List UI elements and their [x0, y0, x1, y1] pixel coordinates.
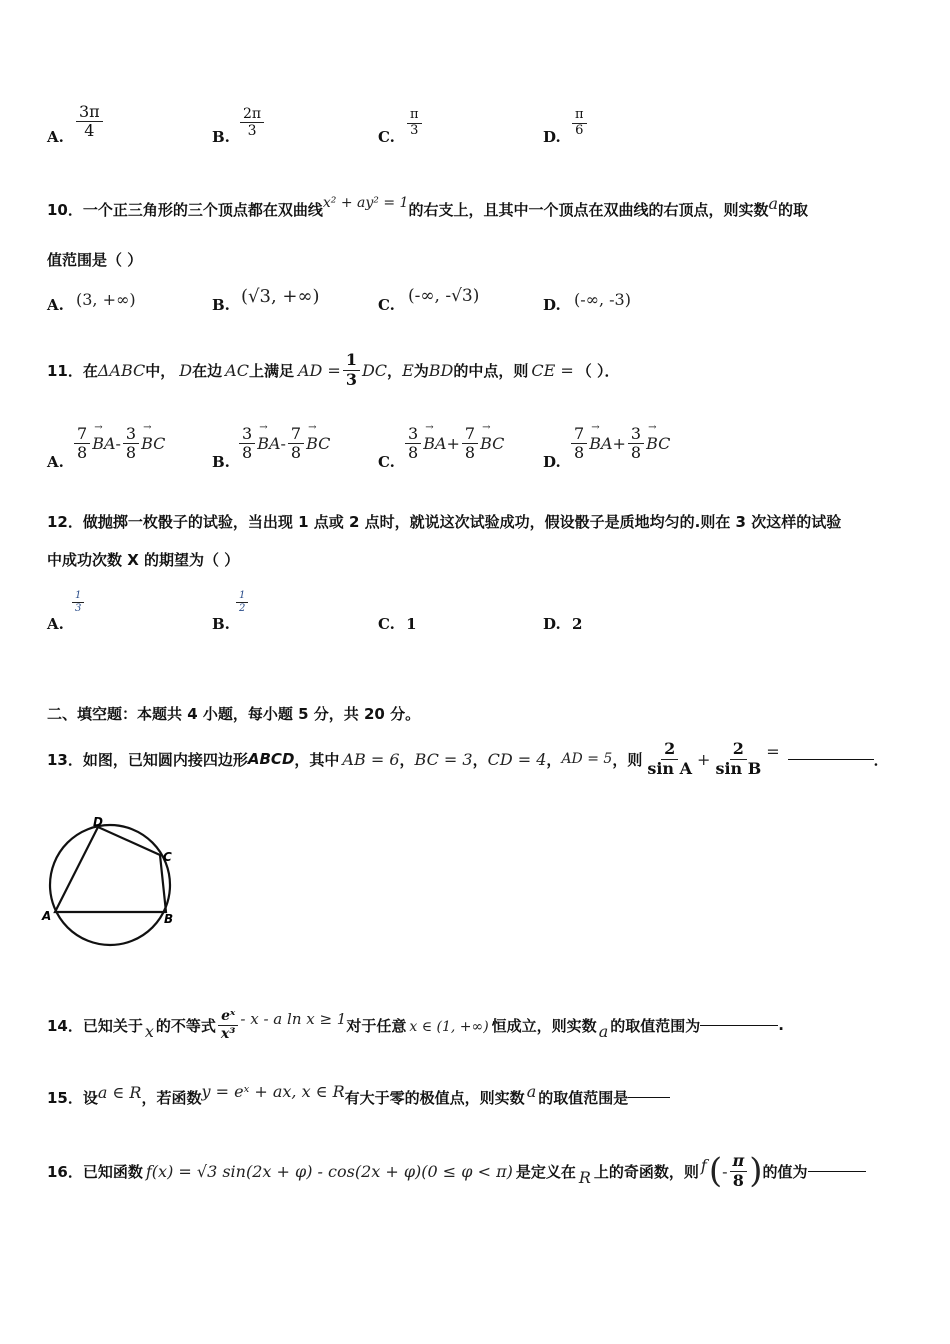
q10-prefix: 10．一个正三角形的三个顶点都在双曲线 [47, 201, 323, 219]
q14-p5: 的取值范围为 [610, 1016, 701, 1035]
q10-option-c-value: (-∞, -√3) [408, 286, 480, 306]
q9-d-num: π [572, 108, 587, 124]
q11-b-frac2 [288, 425, 304, 463]
q13-eq: = [766, 741, 780, 761]
q11-c-v2: → BC [480, 434, 504, 453]
q11-c-n2: 7 [462, 425, 478, 444]
q10-option-c-label: C. [378, 296, 395, 314]
q11-p5: ， [387, 361, 403, 380]
q14-domain: x ∈ (1, +∞) [409, 1019, 489, 1035]
q13-label-c: C [163, 850, 172, 864]
q11-c-n1: 3 [405, 425, 421, 444]
q10-var: a [768, 194, 778, 213]
q13-plus: + [697, 749, 711, 769]
q9-option-d-value [572, 108, 587, 139]
q11-a-frac1 [74, 425, 90, 463]
q10-suffix: 的取 [778, 201, 809, 219]
q13-frac1 [644, 740, 695, 778]
q9-option-c-label: C. [378, 128, 395, 146]
q11-b-d2: 8 [290, 443, 302, 463]
q9-d-den: 6 [575, 122, 584, 138]
q9-option-b-label: B. [212, 128, 230, 146]
q16-p1: 16．已知函数 [47, 1162, 143, 1181]
q11-p8: （ ）． [576, 361, 620, 380]
q10-stem-line2: 值范围是（ ） [47, 251, 143, 269]
q14-x: x [144, 1021, 154, 1041]
q11-eq-num: 1 [343, 351, 360, 370]
q11-b-v2: → BC [306, 434, 330, 453]
q13-p1: 13．如图，已知圆内接四边形 [47, 750, 248, 769]
q11-a-v1: → BA [92, 434, 115, 453]
q13-cd: CD = 4 [487, 749, 547, 769]
q11-c-d2: 8 [464, 443, 476, 463]
q11-b-n2: 7 [288, 425, 304, 444]
q11-eq-frac [343, 351, 360, 389]
q15-cond: a ∈ R [97, 1082, 142, 1102]
q12-stem-line2: 中成功次数 X 的期望为（ ） [47, 551, 240, 569]
q9-option-a-label: A. [47, 128, 64, 146]
q13-p3: ，则 [612, 750, 643, 769]
q11-d-op: + [612, 434, 626, 454]
q11-d-frac2 [628, 425, 644, 463]
q11-c-op: + [446, 434, 460, 454]
q13-label-a: A [42, 909, 52, 923]
q13-f1-num: 2 [661, 740, 678, 759]
q16-stem [47, 1141, 866, 1201]
q9-option-a-value [76, 103, 103, 141]
q11-ce: CE = [531, 360, 574, 380]
q13-f1-den: sin A [647, 758, 693, 778]
q11-c-v1: → BA [423, 434, 446, 453]
q16-answer-blank[interactable] [808, 1171, 866, 1172]
q9-c-den: 3 [410, 122, 419, 138]
q9-option-b-value [240, 106, 264, 139]
q13-f2-num: 2 [730, 740, 747, 759]
q11-a-n1: 7 [74, 425, 90, 444]
q13-ad: AD = 5 [561, 751, 613, 767]
q11-c-frac2 [462, 425, 478, 463]
q14-a: a [598, 1021, 609, 1041]
q11-d-n1: 7 [571, 425, 587, 444]
q16-p2: 是定义在 [515, 1162, 576, 1181]
q13-p2: ，其中 [294, 750, 340, 769]
q13-f2-den: sin B [715, 758, 762, 778]
q11-b-op: - [280, 434, 286, 454]
q11-d-frac1 [571, 425, 587, 463]
q16-r: R [578, 1167, 591, 1187]
q14-ineq: - x - a ln x ≥ 1 [240, 1010, 347, 1028]
q11-b-frac1 [239, 425, 255, 463]
q11-option-a-label: A. [47, 453, 64, 471]
q13-bc: BC = 3 [414, 749, 473, 769]
q11-p6: 为 [413, 361, 429, 380]
q12-option-a-value [72, 590, 84, 614]
q9-c-num: π [407, 108, 422, 124]
q10-option-b-value: (√3, +∞) [241, 286, 320, 307]
q14-f-den: x³ [220, 1025, 236, 1042]
q12-option-d-label: D. [543, 615, 561, 633]
q16-p4: 的值为 [762, 1162, 808, 1181]
q10-equation: x² + ay² = 1 [322, 195, 409, 211]
q11-c-d1: 8 [408, 443, 419, 463]
q13-frac2 [712, 740, 764, 778]
q13-end: ． [873, 750, 889, 769]
q13-figure [40, 812, 190, 952]
q9-b-num: 2π [240, 106, 264, 123]
q11-option-c-value [403, 425, 504, 463]
q11-d-d1: 8 [574, 443, 585, 463]
q11-c-frac1 [405, 425, 421, 463]
q15-p1: 15．设 [47, 1088, 98, 1107]
q11-triangle: ΔABC [97, 360, 146, 380]
q12-option-c [378, 615, 417, 633]
q11-a-frac2 [123, 425, 139, 463]
q12-b-num: 1 [236, 590, 248, 603]
q15-a: a [526, 1081, 537, 1101]
q14-p1: 14．已知关于 [47, 1016, 143, 1035]
q9-option-d-label: D. [543, 128, 561, 146]
q15-p4: 的取值范围是 [538, 1088, 629, 1107]
q15-answer-blank[interactable] [628, 1097, 670, 1098]
section2-title: 二、填空题：本题共 4 小题，每小题 5 分，共 20 分。 [47, 705, 421, 723]
q14-answer-blank[interactable] [700, 1025, 778, 1026]
q11-a-d2: 8 [125, 443, 137, 463]
q11-a-d1: 8 [77, 443, 88, 463]
q12-a-num: 1 [72, 590, 84, 603]
q11-e: E [402, 360, 414, 380]
q15-p2: ，若函数 [141, 1088, 202, 1107]
q11-option-d-label: D. [543, 453, 561, 471]
q11-option-a-value [72, 425, 165, 463]
q12-option-a-label: A. [47, 615, 64, 633]
q16-paren-close: ) [749, 1151, 763, 1191]
q14-end: . [778, 1016, 784, 1034]
q11-a-v2: → BC [141, 434, 165, 453]
q12-option-b-label: B. [212, 615, 230, 633]
q15-p3: 有大于零的极值点，则实数 [344, 1088, 525, 1107]
q16-paren-open: ( [708, 1151, 723, 1191]
q14-stem [47, 994, 784, 1056]
q15-func: y = eˣ + ax, x ∈ R [201, 1081, 345, 1101]
q11-option-c-label: C. [378, 453, 395, 471]
q13-label-d: D [93, 815, 103, 829]
q13-stem: 13．如图，已知圆内接四边形 ABCD ，其中 AB = 6 ， BC = 3 ， CD = 4 ， AD = 5 ，则 $\frac{2}{\text{sin A}}$ + $\frac{2}{\text{sin B}}$ = ． [47, 739, 889, 778]
q11-d-d2: 8 [630, 443, 642, 463]
q10-middle: 的右支上，且其中一个顶点在双曲线的右顶点，则实数 [408, 201, 769, 219]
q14-p4: 恒成立，则实数 [491, 1016, 597, 1035]
q11-bd: BD [428, 360, 454, 380]
q11-stem [47, 340, 620, 400]
q14-f-num: eˣ [218, 1008, 238, 1025]
q12-option-c-label: C. [378, 615, 395, 633]
q13-label-b: B [164, 912, 174, 926]
q11-option-d-value [569, 425, 670, 463]
q13-ab: AB = 6 [342, 749, 400, 769]
q14-frac [218, 1008, 238, 1041]
q12-a-den: 3 [75, 602, 82, 614]
q11-d-n2: 3 [628, 425, 644, 444]
q16-func: f(x) = √3 sin(2x + φ) - cos(2x + φ)(0 ≤ φ < π) [145, 1161, 513, 1181]
q9-b-den: 3 [247, 123, 257, 140]
q11-p3: 在边 [192, 361, 223, 380]
q11-d-v1: → BA [589, 434, 612, 453]
q11-p2: 中， [145, 361, 176, 380]
q11-b-n1: 3 [239, 425, 255, 444]
q11-p4: 上满足 [248, 361, 294, 380]
q10-option-d-value: (-∞, -3) [574, 290, 631, 309]
q12-b-den: 2 [239, 602, 246, 614]
q11-option-b-label: B. [212, 453, 230, 471]
q11-eq-lhs: AD = [297, 360, 341, 380]
q11-eq-den: 3 [345, 369, 357, 389]
q9-a-den: 4 [84, 121, 95, 141]
q10-stem-line1 [47, 194, 809, 220]
q12-option-c-value: 1 [406, 615, 417, 633]
q11-b-d1: 8 [242, 443, 253, 463]
q11-d-v2: → BC [646, 434, 670, 453]
q12-option-b-value [236, 590, 248, 614]
q16-fval-sign: - [722, 1161, 728, 1181]
q16-fval-den: 8 [732, 1170, 744, 1190]
q10-option-d-label: D. [543, 296, 561, 314]
q11-ac: AC [225, 360, 249, 380]
q11-d: D [179, 360, 193, 380]
q11-p7: 的中点，则 [453, 361, 529, 380]
q16-fval-num: π [730, 1152, 748, 1171]
q16-p3: 上的奇函数，则 [593, 1162, 699, 1181]
q12-option-d-value: 2 [571, 615, 583, 633]
q10-option-a-value: (3, +∞) [76, 290, 136, 309]
q9-a-num: 3π [76, 103, 103, 122]
q11-option-b-value [237, 425, 330, 463]
q15-stem [47, 1079, 670, 1115]
q10-option-a-label: A. [47, 296, 64, 314]
q11-a-op: - [115, 434, 121, 454]
q9-option-c-value [407, 108, 422, 139]
q11-p1: 11．在 [47, 361, 98, 380]
q16-fval-f: f [700, 1155, 707, 1175]
q10-option-b-label: B. [212, 296, 230, 314]
q11-b-v1: → BA [257, 434, 280, 453]
q13-name: ABCD [247, 750, 295, 768]
q12-stem-line1: 12．做抛掷一枚骰子的试验，当出现 1 点或 2 点时，就说这次试验成功，假设骰子是质地均匀的.则在 3 次这样的试验 [47, 513, 842, 531]
q13-answer-blank[interactable] [788, 759, 874, 760]
q14-p2: 的不等式 [155, 1016, 216, 1035]
q11-eq-rhs: DC [361, 360, 388, 380]
q12-option-d [543, 615, 582, 633]
q16-fval-frac [730, 1152, 748, 1190]
q14-p3: 对于任意 [346, 1016, 407, 1035]
q11-a-n2: 3 [123, 425, 139, 444]
